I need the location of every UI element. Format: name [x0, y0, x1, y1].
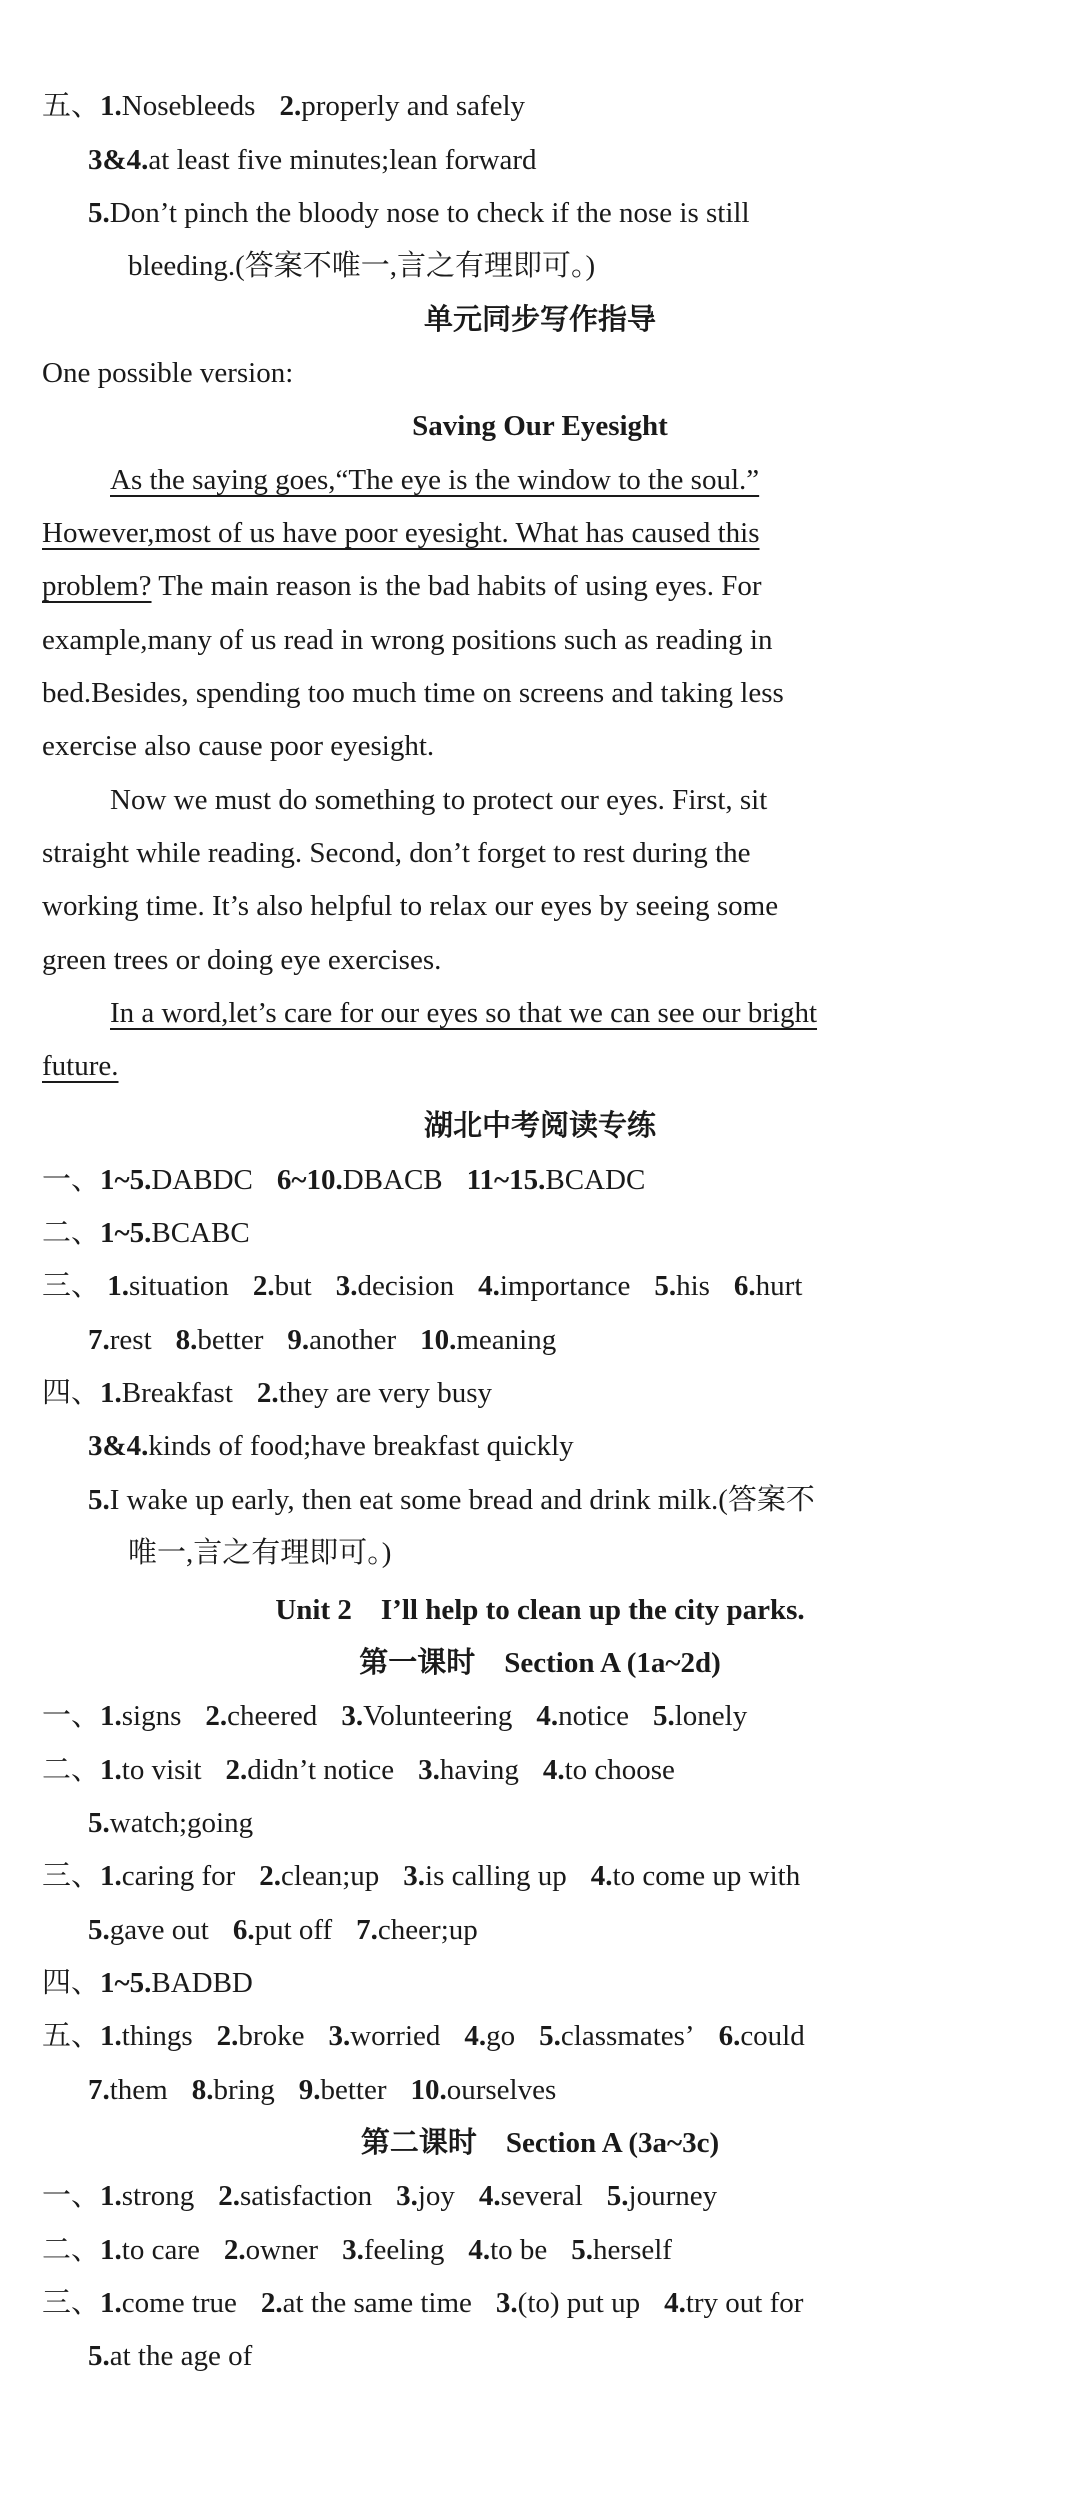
- answer-text: bleeding.(答案不唯一,言之有理即可。): [128, 250, 596, 282]
- answer-text: Don’t pinch the bloody nose to check if the nose is still: [109, 197, 750, 229]
- l1-row-3: 三、1.caring for 2.clean;up 3.is calling up 4.to come up with: [42, 1860, 801, 1892]
- writing-heading: 单元同步写作指导: [423, 304, 656, 336]
- l2-row-2: 二、1.to care 2.owner 3.feeling 4.to be 5.herself: [42, 2234, 672, 2266]
- lesson-1-heading: 第一课时 Section A (1a~2d): [359, 1647, 721, 1679]
- essay-p2-line-4: green trees or doing eye exercises.: [42, 944, 442, 976]
- essay-p1-line-2: However,most of us have poor eyesight. What has caused this: [42, 517, 760, 549]
- writing-intro: One possible version:: [42, 357, 294, 389]
- essay-p2-line-1: Now we must do something to protect our eyes. First, sit: [110, 784, 768, 816]
- hubei-heading: 湖北中考阅读专练: [423, 1110, 656, 1142]
- hubei-row-4b: 3&4.kinds of food;have breakfast quickly: [88, 1430, 574, 1462]
- l1-row-5b: 7.them 8.bring 9.better 10.ourselves: [88, 2074, 557, 2106]
- essay-p3-line-1: In a word,let’s care for our eyes so that we can see our bright: [110, 997, 818, 1029]
- unit-title: Unit 2 I’ll help to clean up the city parks.: [275, 1594, 805, 1626]
- answer-number: 1.: [100, 90, 122, 122]
- essay-p1-line-1: As the saying goes,“The eye is the window to the soul.”: [110, 464, 760, 496]
- sec5-line-3: [88, 193, 750, 233]
- essay-title: Saving Our Eyesight: [412, 410, 668, 442]
- hubei-row-4d: 唯一,言之有理即可。): [128, 1537, 392, 1569]
- answer-number: 3&4.: [88, 144, 149, 176]
- sec5-line-1: [42, 86, 525, 126]
- l2-row-3: 三、1.come true 2.at the same time 3.(to) put up 4.try out for: [42, 2287, 804, 2319]
- l1-row-1: 一、1.signs 2.cheered 3.Volunteering 4.notice 5.lonely: [42, 1700, 748, 1732]
- essay-p1-line-4: example,many of us read in wrong positions such as reading in: [42, 624, 773, 656]
- answer-text: properly and safely: [301, 90, 526, 122]
- l1-row-5: 五、1.things 2.broke 3.worried 4.go 5.classmates’ 6.could: [42, 2020, 805, 2052]
- answer-text: Nosebleeds: [121, 90, 256, 122]
- essay-p1-line-6: exercise also cause poor eyesight.: [42, 730, 435, 762]
- answer-text: at least five minutes;lean forward: [148, 144, 537, 176]
- l1-row-2b: 5.watch;going: [88, 1807, 254, 1839]
- hubei-row-3b: 7.rest 8.better 9.another 10.meaning: [88, 1324, 557, 1356]
- essay-p3-line-2: future.: [42, 1050, 119, 1082]
- hubei-row-2: 二、1~5.BCABC: [42, 1217, 250, 1249]
- l2-row-1: 一、1.strong 2.satisfaction 3.joy 4.several 5.journey: [42, 2180, 718, 2212]
- l1-row-2: 二、1.to visit 2.didn’t notice 3.having 4.to choose: [42, 1754, 675, 1786]
- l1-row-4: 四、1~5.BADBD: [42, 1967, 253, 1999]
- answer-number: 2.: [279, 90, 302, 122]
- essay-p2-line-3: working time. It’s also helpful to relax our eyes by seeing some: [42, 890, 779, 922]
- sec5-line-2: [88, 140, 537, 180]
- lesson-2-heading: 第二课时 Section A (3a~3c): [360, 2127, 720, 2159]
- sec5-line-4: [128, 246, 595, 286]
- essay-p1-line-5: bed.Besides, spending too much time on screens and taking less: [42, 677, 784, 709]
- l2-row-3b: 5.at the age of: [88, 2340, 253, 2372]
- hubei-row-1: 一、1~5.DABDC 6~10.DBACB 11~15.BCADC: [42, 1164, 646, 1196]
- hubei-row-4c: 5.I wake up early, then eat some bread and drink milk.(答案不: [88, 1484, 815, 1516]
- hubei-row-3: 三、 1.situation 2.but 3.decision 4.importance 5.his 6.hurt: [42, 1270, 803, 1302]
- section-number: 五、: [42, 90, 101, 122]
- l1-row-3b: 5.gave out 6.put off 7.cheer;up: [88, 1914, 478, 1946]
- essay-p2-line-2: straight while reading. Second, don’t forget to rest during the: [42, 837, 751, 869]
- hubei-row-4: 四、1.Breakfast 2.they are very busy: [42, 1377, 493, 1409]
- essay-p1-line-3: problem? The main reason is the bad habits of using eyes. For: [42, 570, 762, 602]
- answer-number: 5.: [88, 197, 110, 229]
